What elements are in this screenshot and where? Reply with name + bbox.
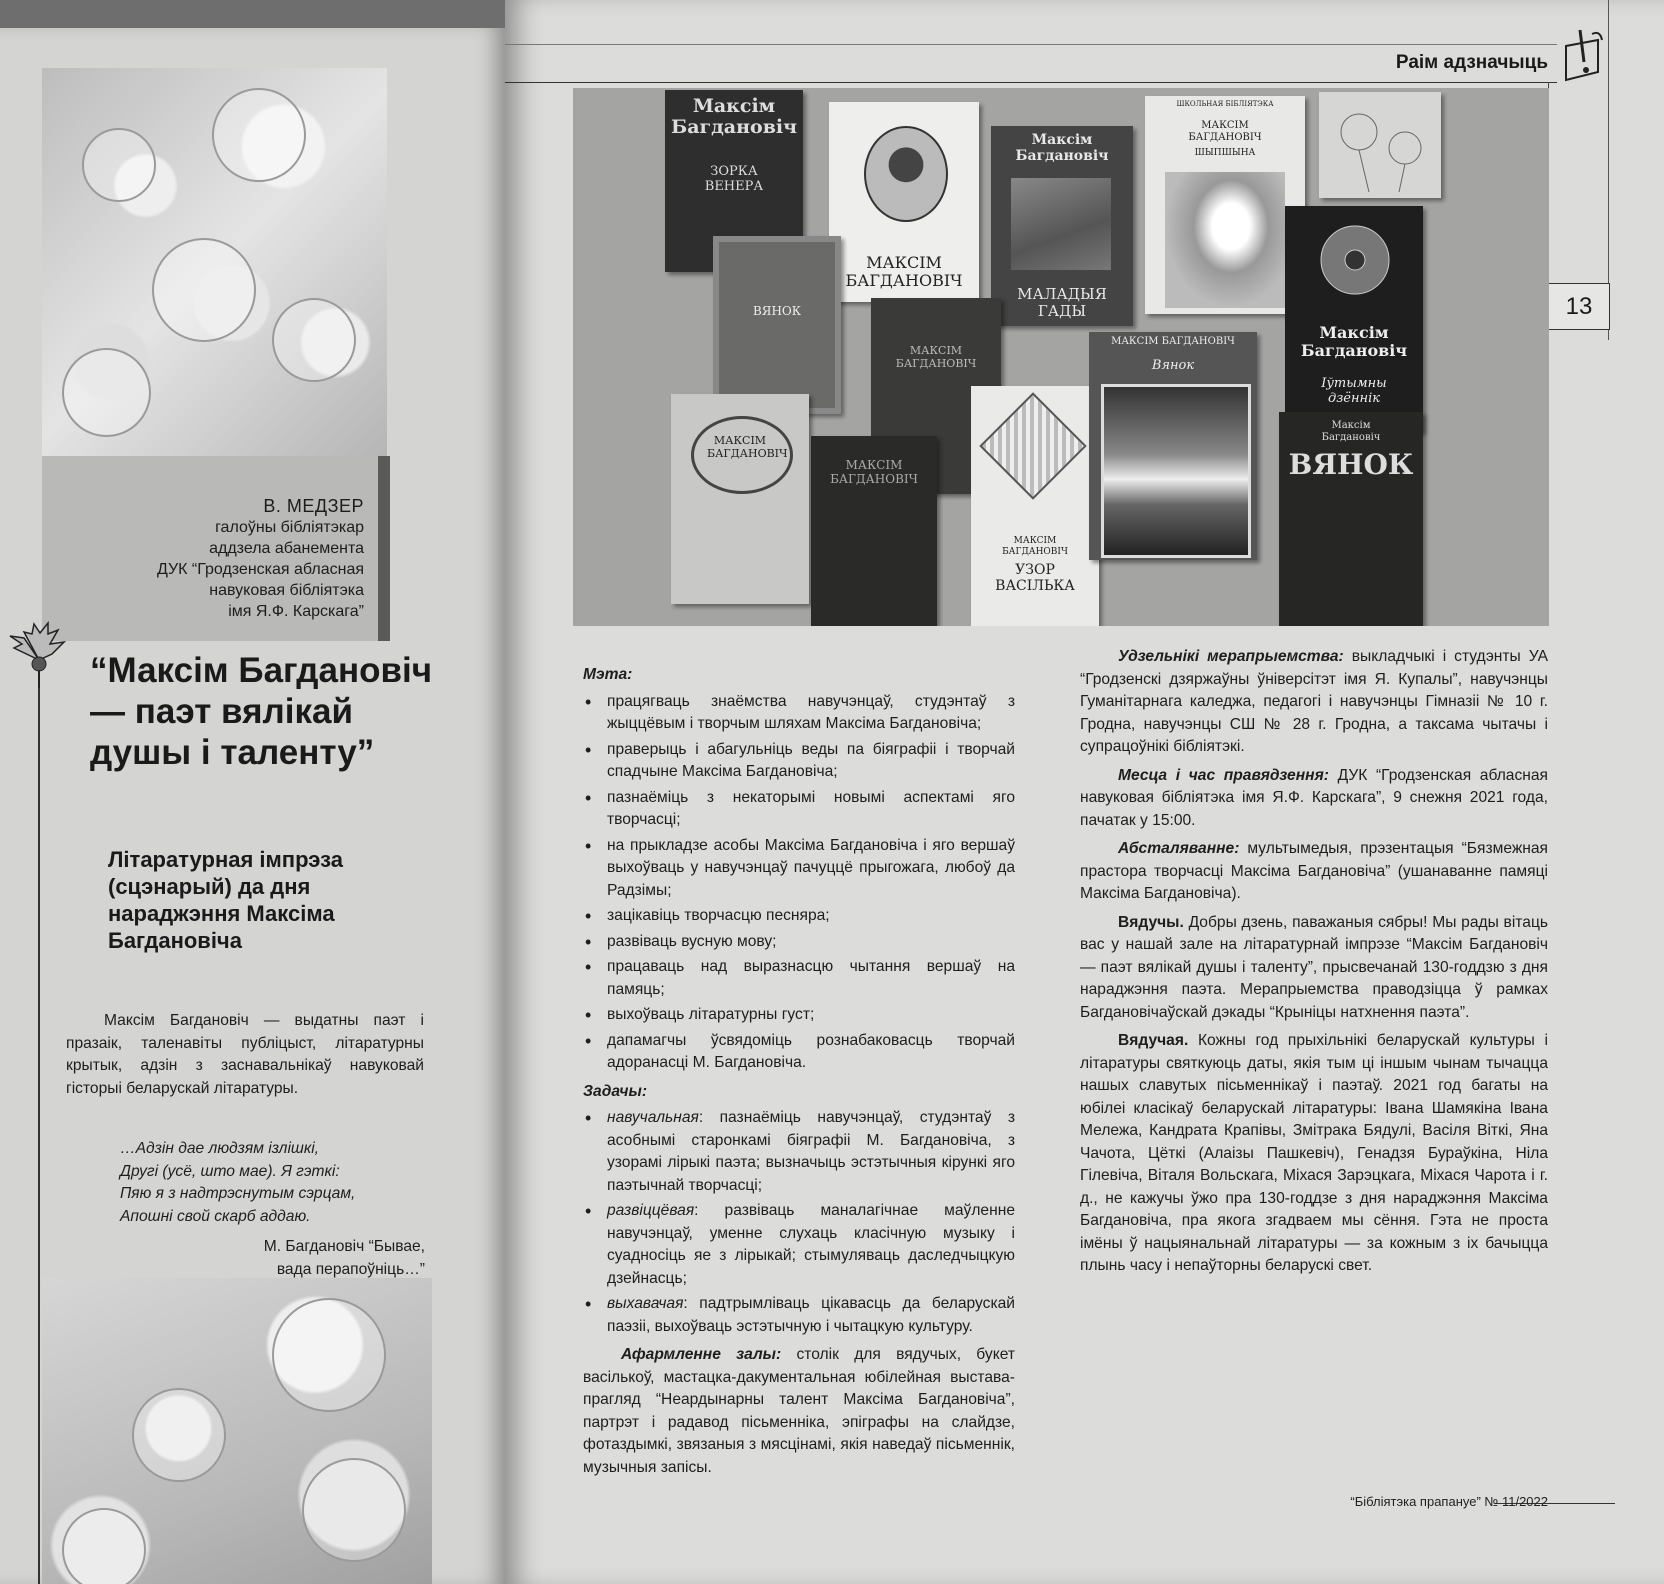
author-position-line: навуковая бібліятэка (209, 582, 364, 599)
header-rule (505, 82, 1557, 83)
book-title: УЗОР ВАСІЛЬКА (995, 562, 1075, 594)
book-author: МАКСІМ БАГДАНОВІЧ (830, 458, 918, 486)
book-series: ШКОЛЬНАЯ БІБЛІЯТЭКА (1176, 100, 1274, 108)
host-female-text: Кожны год прыхільнікі беларускай культуры і літаратуры святкуюць даты, якія тым ці іншым чынам тычацца нашых славутых пісьменнікаў і паэтаў. 2021 год багаты на юбілеі класікаў беларускай літаратуры: Івана Шамякіна Івана Мележа, Кандрата Крапівы, Змітрака Бядулі, Васіля Віткі, Яна Чачота, Цёткі (Алаізы Пашкевіч), Генадзя Бураўкіна, Ніла Гілевіча, Віталя Вольскага, Міхася Зарэцкага, Міхася Чарота і г. д., не кажучы ўжо пра 130-годдзе з дня нараджэння Максіма Багдановіча, пра якога згадваем мы сёння. Гэта не проста імёны ў нацыянальнай літаратуры — за кожным з іх бачыцца плынь часу і непаўторны беларускі свет. (1080, 1032, 1548, 1274)
cornflower-icon (4, 620, 74, 690)
epigraph-poem (120, 1138, 425, 1228)
right-page (505, 0, 1664, 1584)
book-cover (811, 436, 937, 626)
book-cover (1145, 96, 1305, 314)
author-name: В. МЕДЗЕР (263, 496, 364, 516)
cornflowers-photo-top (42, 68, 387, 460)
tasks-label: Задачы: (583, 1082, 648, 1100)
list-item (607, 1107, 1015, 1197)
book-author: МАКСІМ БАГДАНОВІЧ (707, 434, 788, 460)
host-male-text: Добры дзень, паважаныя сябры! Мы рады вітаць вас у нашай зале на літаратурнай імпрэзе “Максім Багдановіч — паэт вялікай душы і таленту”, прысвечанай 130-годдзю з дня нараджэння паэта. Мерапрыемства праводзіцца ў рамках Багдановічаўскай дэкады “Крыніцы натхнення паэта”. (1080, 913, 1548, 1021)
task-term: выхавачая (607, 1295, 684, 1312)
place-paragraph (1080, 765, 1548, 833)
author-position-line: аддзела абанемента (209, 540, 364, 557)
book-corner-icon (1562, 26, 1604, 84)
running-head: Раім адзначыць (1395, 52, 1548, 73)
list-item: • зацікавіць творчасцю песняра; (607, 905, 1015, 928)
book-title: ВЯНОК (752, 304, 802, 318)
cover-illustration (1011, 178, 1111, 270)
cornflowers-photo-bottom (42, 1278, 432, 1584)
book-author: Максім Багдановіч (1300, 323, 1408, 360)
author-box (42, 456, 390, 641)
list-item: • працаваць над выразнасцю чытання вершаў на памяць; (607, 956, 1015, 1001)
place-text: ДУК “Гродзенская абласная навуковая бібліятэка імя Я.Ф. Карскага”, 9 снежня 2021 года, пачатак у 15:00. (1080, 766, 1548, 829)
task-text: : падтрымліваць цікавасць да беларускай паэзіі, выхоўваць эстэтычную і чытацкую культуру. (607, 1295, 1015, 1335)
book-cover (1319, 92, 1441, 198)
portrait-image (864, 126, 948, 222)
participants-text: выкладчыкі і студэнты УА “Гродзенскі дзяржаўны ўніверсітэт імя Я. Купалы”, навучэнцы Гуманітарнага каледжа, педагогі і навучэнцы Гімназіі № 10 г. Гродна, навучэнцы СШ № 28 г. Гродна, а таксама чытачы і супрацоўнікі бібліятэкі. (1080, 648, 1548, 755)
book-title: Іўтымны дзённік (1321, 376, 1387, 406)
book-author: МАКСІМ БАГДАНОВІЧ (1188, 120, 1262, 143)
participants-label: Удзельнікі мерапрыемства: (1118, 648, 1344, 665)
host-male-label: Вядучы. (1118, 913, 1184, 931)
host-male-paragraph (1080, 912, 1548, 1025)
ornament-pattern (979, 392, 1086, 499)
task-term: развіццёвая (607, 1202, 695, 1219)
book-author: МАКСІМ БАГДАНОВІЧ (895, 344, 977, 370)
list-item: • на прыкладзе асобы Максіма Багдановіча і яго вершаў выхоўваць у навучэнцаў пачуццё прыгожага, любоў да Радзімы; (607, 835, 1015, 903)
participants-paragraph (1080, 646, 1548, 759)
article-subtitle: Літаратурная імпрэза (сцэнарый) да дня нараджэння Максіма Багдановіча (108, 847, 343, 953)
list-item: • выхоўваць літаратурны густ; (607, 1004, 1015, 1027)
cover-illustration (1101, 384, 1251, 558)
cornflower-illustration (1285, 212, 1423, 312)
book-title: МАЛАДЫЯ ГАДЫ (1017, 285, 1107, 320)
list-item: • пазнаёміць з некаторымі новымі аспектамі яго творчасці; (607, 787, 1015, 832)
equipment-paragraph (1080, 838, 1548, 906)
list-item (607, 1200, 1015, 1290)
task-text: : пазнаёміць навучэнцаў, студэнтаў з асобнымі старонкамі біяграфіі М. Багдановіча, з узорамі лірыкі паэта; вызначыць эстэтычныя кірункі яго паэтычнай творчасці; (607, 1109, 1015, 1194)
footer-issue: “Бібліятэка прапануе” № 11/2022 (1350, 1494, 1548, 1509)
task-term: навучальная (607, 1109, 699, 1126)
poem-line: Пяю я з надтрэснутым сэрцам, (120, 1185, 356, 1202)
list-item: • развіваць вусную мову; (607, 931, 1015, 954)
book-title: ШЫПШЫНА (1194, 148, 1256, 158)
host-female-label: Вядучая. (1118, 1032, 1189, 1049)
book-author: Максім Багдановіч (670, 95, 798, 138)
cover-illustration (1165, 172, 1285, 308)
decor-text: столік для вядучых, букет васількоў, мастацка-дакументальная юбілейная выстава-прагляд “Неардынарны талент Максіма Багдановіча”, партрэт і радавод пісьменніка, эпіграфы на слайдзе, фотаздымкі, звязаныя з мясцінамі, якія наведаў пісьменнік, музычныя запісы. (583, 1346, 1015, 1476)
book-author: МАКСІМ БАГДАНОВІЧ (845, 253, 963, 290)
attribution-line: М. Багдановіч “Бывае, (263, 1238, 425, 1255)
book-cover (671, 394, 809, 604)
book-cover (971, 386, 1099, 626)
attribution-line: вада перапоўніць…” (276, 1260, 425, 1278)
article-title: “Максім Багдановіч — паэт вялікай душы і таленту” (90, 651, 433, 772)
goal-list (583, 691, 1015, 1075)
author-position-line: галоўны бібліятэкар (215, 519, 364, 536)
book-author: Максім Багдановіч (1015, 132, 1109, 164)
list-item: • дапамагчы ўсвядоміць рознабаковасць творчай адоранасці М. Багдановіча. (607, 1030, 1015, 1075)
list-item: • працягваць знаёмства навучэнцаў, студэнтаў з жыццёвым і творчым шляхам Максіма Багдановіча; (607, 691, 1015, 736)
decor-paragraph (583, 1344, 1015, 1479)
task-text: : развіваць маналагічнае маўленне навучэнцаў, уменне слухаць класічную музыку і суадносіць яе з лірыкай; стымуляваць даследчыцкую дзейнасць; (607, 1202, 1015, 1287)
book-title: ЗОРКА ВЕНЕРА (704, 164, 764, 194)
tasks-list (583, 1107, 1015, 1338)
equipment-label: Абсталяванне: (1118, 840, 1240, 857)
poem-attribution (120, 1236, 425, 1281)
author-position-line: імя Я.Ф. Карскага” (228, 603, 364, 620)
cornflower-illustration (1319, 92, 1441, 198)
text-column-right (1080, 646, 1548, 1284)
page-number: 13 (1548, 283, 1610, 330)
intro-paragraph: Максім Багдановіч — выдатны паэт і празаік, таленавіты публіцыст, літаратурны крытык, адзін з заснавальнікаў навуковай гісторыі беларускай літаратуры. (66, 1012, 424, 1097)
left-page (0, 28, 505, 1584)
book-author: МАКСІМ БАГДАНОВІЧ (1111, 336, 1235, 347)
book-title: ВЯНОК (1288, 448, 1414, 481)
author-position-line: ДУК “Гродзенская абласная (156, 561, 364, 578)
poem-line: Другі (усё, што мае). Я гэткі: (120, 1162, 340, 1180)
text-column-left (583, 658, 1015, 1485)
goal-label: Мэта: (583, 666, 633, 683)
book-cover (991, 126, 1133, 326)
books-photo (573, 88, 1549, 626)
book-author: МАКСІМ БАГДАНОВІЧ (1002, 536, 1068, 557)
book-cover (829, 102, 979, 302)
book-cover (1089, 332, 1257, 560)
header-rule-top (505, 44, 1557, 45)
book-author: Максім Багдановіч (1321, 420, 1381, 443)
vertical-rule (38, 688, 40, 1584)
list-item (607, 1293, 1015, 1338)
decor-label: Афармленне залы: (621, 1346, 782, 1363)
host-female-paragraph (1080, 1030, 1548, 1278)
book-title: Вянок (1151, 358, 1195, 373)
poem-line: Апошні свой скарб аддаю. (120, 1207, 311, 1225)
poem-line: …Адзін дае людзям ізлішкі, (120, 1140, 320, 1157)
book-cover (1285, 206, 1423, 432)
place-label: Месца і час правядзення: (1118, 766, 1329, 784)
equipment-text: мультымедыя, прэзентацыя “Бязмежная прастора творчасці Максіма Багдановіча” (ушанаванне памяці Максіма Багдановіча). (1080, 840, 1548, 902)
book-cover (1279, 412, 1423, 626)
book-cover (713, 236, 841, 414)
list-item: • праверыць і абагульніць веды па біяграфіі і творчай спадчыне Максіма Багдановіча; (607, 739, 1015, 784)
